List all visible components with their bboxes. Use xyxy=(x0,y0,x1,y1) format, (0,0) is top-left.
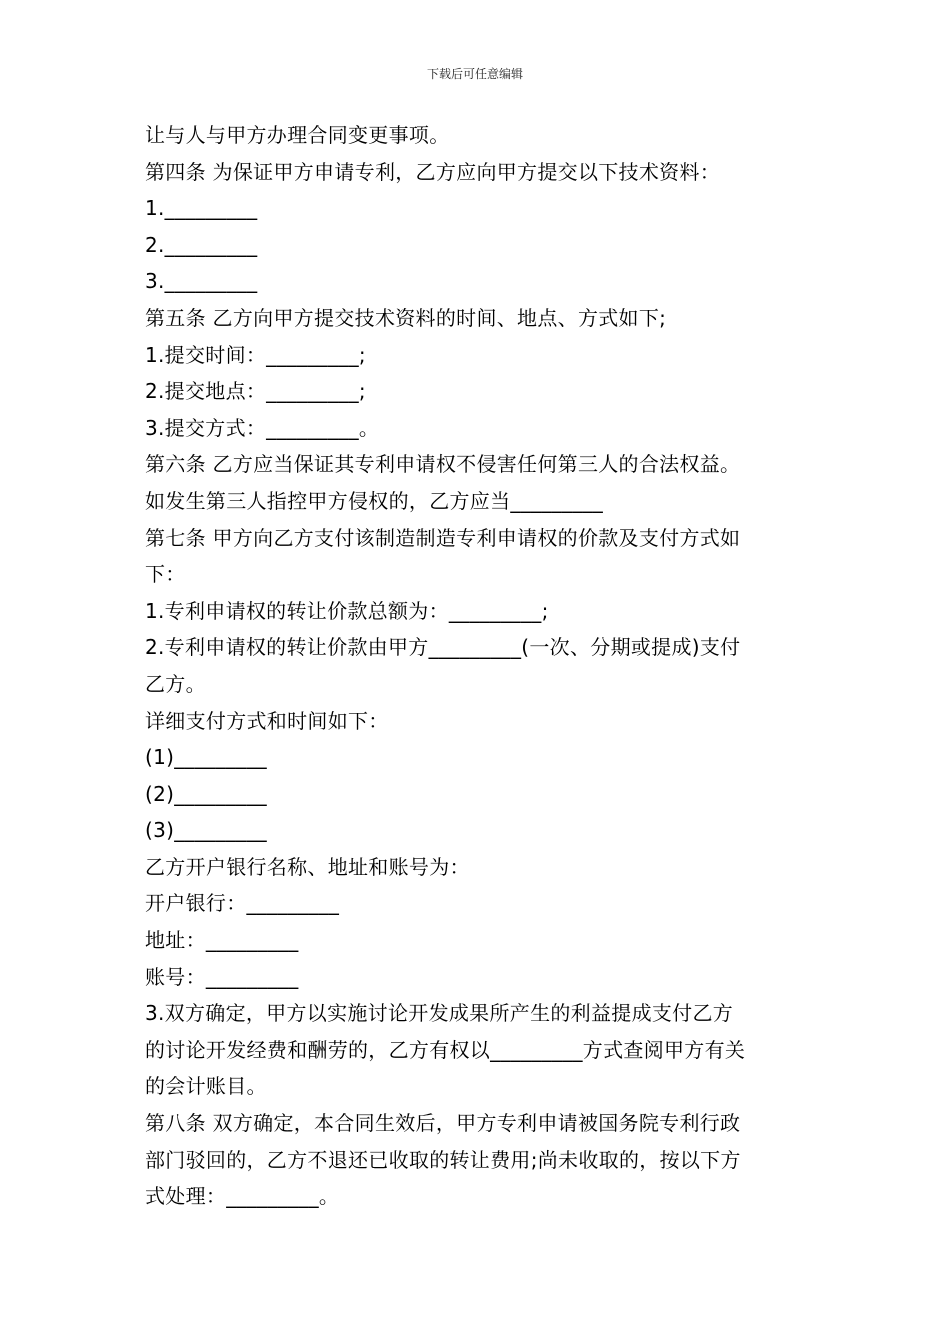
text-line: (2)_________ xyxy=(145,781,267,806)
article-4-heading: 第四条 为保证甲方申请专利，乙方应向甲方提交以下技术资料： xyxy=(145,159,721,184)
text-line: 1.专利申请权的转让价款总额为：_________; xyxy=(145,598,549,623)
text-line: 式处理：_________。 xyxy=(145,1184,340,1209)
article-5-heading: 第五条 乙方向甲方提交技术资料的时间、地点、方式如下; xyxy=(145,305,667,330)
text-line: 3.提交方式：_________。 xyxy=(145,415,380,440)
text-line: 部门驳回的，乙方不退还已收取的转让费用;尚未收取的，按以下方 xyxy=(145,1147,741,1172)
page-header: 下载后可任意编辑 xyxy=(426,67,523,81)
article-7-heading: 第七条 甲方向乙方支付该制造制造专利申请权的价款及支付方式如 xyxy=(145,525,741,550)
text-line: 让与人与甲方办理合同变更事项。 xyxy=(145,123,450,147)
text-line: 账号：_________ xyxy=(145,964,299,989)
text-line: 3.双方确定，甲方以实施讨论开发成果所产生的利益提成支付乙方 xyxy=(145,1001,734,1026)
text-line: 2._________ xyxy=(145,232,258,257)
text-line: 2.专利申请权的转让价款由甲方_________(一次、分期或提成)支付 xyxy=(145,635,741,660)
text-line: (3)_________ xyxy=(145,818,267,843)
text-line: 如发生第三人指控甲方侵权的，乙方应当_________ xyxy=(145,488,604,513)
document-body xyxy=(145,117,817,1215)
text-line: 开户银行：_________ xyxy=(145,891,340,916)
article-6-heading: 第六条 乙方应当保证其专利申请权不侵害任何第三人的合法权益。 xyxy=(145,452,741,477)
text-line: 详细支付方式和时间如下： xyxy=(145,708,389,733)
text-line: 的讨论开发经费和酬劳的，乙方有权以_________方式查阅甲方有关 xyxy=(145,1037,746,1062)
text-line: (1)_________ xyxy=(145,745,267,770)
text-line: 乙方开户银行名称、地址和账号为： xyxy=(145,854,470,879)
article-8-heading: 第八条 双方确定，本合同生效后，甲方专利申请被国务院专利行政 xyxy=(145,1111,741,1136)
text-line: 乙方。 xyxy=(145,671,206,696)
text-line: 下： xyxy=(145,562,186,587)
text-line: 1.提交时间：_________; xyxy=(145,342,366,367)
text-line: 1._________ xyxy=(145,196,258,221)
text-line: 3._________ xyxy=(145,269,258,294)
text-line: 的会计账目。 xyxy=(145,1074,267,1099)
text-line: 2.提交地点：_________; xyxy=(145,379,366,404)
text-line: 地址：_________ xyxy=(145,928,299,953)
